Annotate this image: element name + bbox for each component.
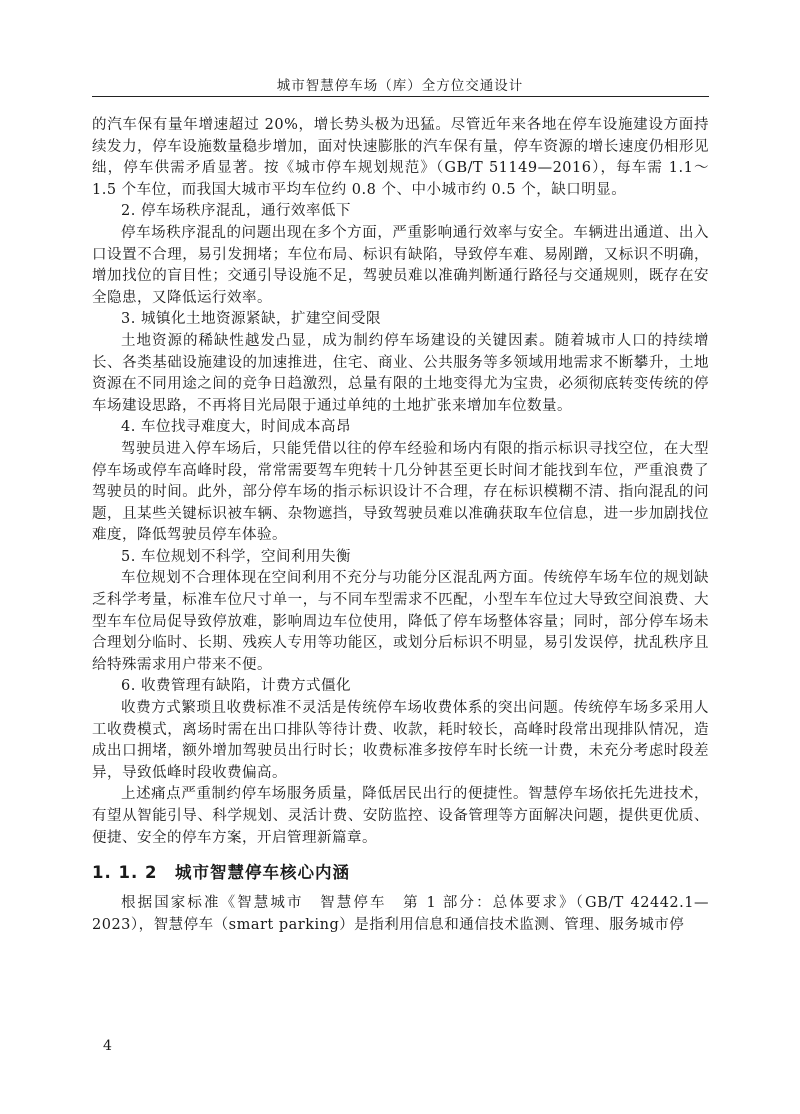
list-item-title-5: 5. 车位规划不科学，空间利用失衡 — [121, 548, 351, 565]
running-header-title: 城市智慧停车场（库）全方位交通设计 — [276, 78, 524, 94]
list-item-text-3: 土地资源的稀缺性越发凸显，成为制约停车场建设的关键因素。随着城市人口的持续增长、各类基础设施建设的加速推进，住宅、商业、公共服务等多领域用地需求不断攀升，土地资源在不同用途之间的竞争日趋激烈，总量有限的土地变得尤为宝贵，必须彻底转变传统的停车场建设思路，不再将目光局限于通过单纯的土地扩张来增加车位数量。 — [92, 332, 709, 414]
list-item-text-6: 收费方式繁琐且收费标准不灵活是传统停车场收费体系的突出问题。传统停车场多采用人工收费模式，离场时需在出口排队等待计费、收款，耗时较长，高峰时段常出现排队情况，造成出口拥堵，额外增加驾驶员出行时长；收费标准多按停车时长统一计费，未充分考虑时段差异，导致低峰时段收费偏高。 — [92, 700, 709, 781]
section-heading: 1. 1. 2 城市智慧停车核心内涵 — [92, 863, 350, 883]
list-item-title-4: 4. 车位找寻难度大，时间成本高昂 — [121, 419, 351, 436]
page-number: 4 — [103, 1038, 112, 1054]
list-item-title-2: 2. 停车场秩序混乱，通行效率低下 — [121, 203, 351, 220]
section-paragraph: 根据国家标准《智慧城市 智慧停车 第 1 部分：总体要求》（GB/T 42442.1—2023），智慧停车（smart parking）是指利用信息和通信技术监测、管理、服务城市停 — [92, 895, 709, 933]
list-item-text-5: 车位规划不合理体现在空间利用不充分与功能分区混乱两方面。传统停车场车位的规划缺乏科学考量，标准车位尺寸单一，与不同车型需求不匹配，小型车车位过大导致空间浪费、大型车车位局促导致停放难，影响周边车位使用，降低了停车场整体容量；同时，部分停车场未合理划分临时、长期、残疾人专用等功能区，或划分后标识不明显，易引发误停，扰乱秩序且给特殊需求用户带来不便。 — [92, 570, 709, 673]
page-body — [92, 115, 709, 936]
summary-paragraph: 上述痛点严重制约停车场服务质量，降低居民出行的便捷性。智慧停车场依托先进技术，有望从智能引导、科学规划、灵活计费、安防监控、设备管理等方面解决问题，提供更优质、便捷、安全的停车方案，开启管理新篇章。 — [92, 786, 709, 846]
list-item-title-6: 6. 收费管理有缺陷，计费方式僵化 — [121, 678, 351, 695]
list-item-title-3: 3. 城镇化土地资源紧缺，扩建空间受限 — [121, 311, 381, 328]
list-item-text-2: 停车场秩序混乱的问题出现在多个方面，严重影响通行效率与安全。车辆进出通道、出入口设置不合理，易引发拥堵；车位布局、标识有缺陷，导致停车难、易剐蹭，又标识不明确，增加找位的盲目性；交通引导设施不足，驾驶员难以准确判断通行路径与交通规则，既存在安全隐患，又降低运行效率。 — [92, 224, 709, 306]
list-item-text-4: 驾驶员进入停车场后，只能凭借以往的停车经验和场内有限的指示标识寻找空位，在大型停车场或停车高峰时段，常常需要驾车兜转十几分钟甚至更长时间才能找到车位，严重浪费了驾驶员的时间。此外，部分停车场的指示标识设计不合理，存在标识模糊不清、指向混乱的问题，且某些关键标识被车辆、杂物遮挡，导致驾驶员难以准确获取车位信息，进一步加剧找位难度，降低驾驶员停车体验。 — [92, 440, 709, 544]
header-divider — [92, 96, 709, 97]
paragraph-continuation: 的汽车保有量年增速超过 20%，增长势头极为迅猛。尽管近年来各地在停车设施建设方面持续发力，停车设施数量稳步增加，面对快速膨胀的汽车保有量，停车资源的增长速度仍相形见绌，停车供需矛盾显著。按《城市停车规划规范》（GB/T 51149—2016），每车需 1.1～1.5 个车位，而我国大城市平均车位约 0.8 个、中小城市约 0.5 个，缺口明显。 — [92, 117, 709, 198]
